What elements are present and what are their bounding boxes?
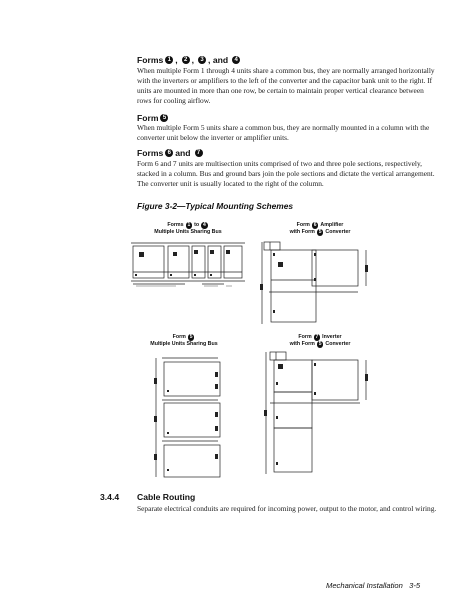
subsection-number: 3.4.4 [100, 492, 120, 502]
diagram-form-7-inverter [244, 350, 384, 478]
form-2-mark-icon: 2 [182, 56, 190, 64]
form-5-mark-icon: 5 [160, 114, 168, 122]
paragraph-forms-6-7: Form 6 and 7 units are multisection units comprised of two and three pole sections, respectively, stacked in a column. Bus and ground bars join the pole sections and dictate the vertical arrangement. The converter unit is usually located to the right of the column. [137, 159, 435, 188]
form-7-mark-icon: 7 [195, 149, 203, 157]
form-3-mark-icon: 3 [198, 56, 206, 64]
heading-prefix: Form [137, 113, 159, 123]
footer [326, 581, 420, 590]
diagram-forms-1-4-row [128, 238, 248, 300]
caption-form-5: Form 5 Multiple Units Sharing Bus [150, 334, 218, 347]
form-5-mark-icon: 5 [318, 341, 322, 347]
form-7-mark-icon: 7 [315, 334, 319, 340]
heading-prefix: Forms [137, 55, 164, 65]
form-6-mark-icon: 6 [165, 149, 173, 157]
footer-label: Mechanical Installation [326, 581, 403, 590]
paragraph-forms-1-4: When multiple Form 1 through 4 units share a common bus, they are normally arranged horizontally with the inverters or amplifiers to the left of the converter and the capacitor bank unit to the right. If units are mounted in more than one row, be certain to maintain proper vertical clearance between rows for cooling airflow. [137, 66, 435, 105]
caption-form-7-inverter: Form 7 Inverter with Form 5 Converter [289, 334, 351, 347]
subsection-title: Cable Routing [137, 492, 196, 502]
diagram-form-5-column [140, 350, 240, 478]
heading-forms-1-4: Forms 1 , 2 , 3 , and 4 [137, 55, 241, 65]
paragraph-cable-routing: Separate electrical conduits are required for incoming power, output to the motor, and control wiring. [137, 504, 437, 513]
heading-prefix: Forms [137, 148, 164, 158]
caption-forms-1-to-4: Forms 1 to 4 Multiple Units Sharing Bus [154, 222, 222, 235]
form-4-mark-icon: 4 [232, 56, 240, 64]
form-5-mark-icon: 5 [189, 334, 193, 340]
page-number: 3-5 [409, 581, 421, 590]
form-1-mark-icon: 1 [187, 222, 191, 228]
form-6-mark-icon: 6 [313, 222, 317, 228]
heading-form-5 [137, 113, 169, 123]
figure-title: Figure 3-2—Typical Mounting Schemes [137, 201, 294, 211]
caption-form-6-amplifier: Form 6 Amplifier with Form 5 Converter [289, 222, 351, 235]
form-5-mark-icon: 5 [318, 229, 322, 235]
form-1-mark-icon: 1 [165, 56, 173, 64]
heading-forms-6-7: Forms 6 and 7 [137, 148, 204, 158]
paragraph-form-5: When multiple Form 5 units share a common bus, they are normally mounted in a column with the converter unit below the inverter or amplifier units. [137, 123, 430, 142]
form-4-mark-icon: 4 [202, 222, 206, 228]
diagram-form-6-amplifier [244, 240, 384, 326]
